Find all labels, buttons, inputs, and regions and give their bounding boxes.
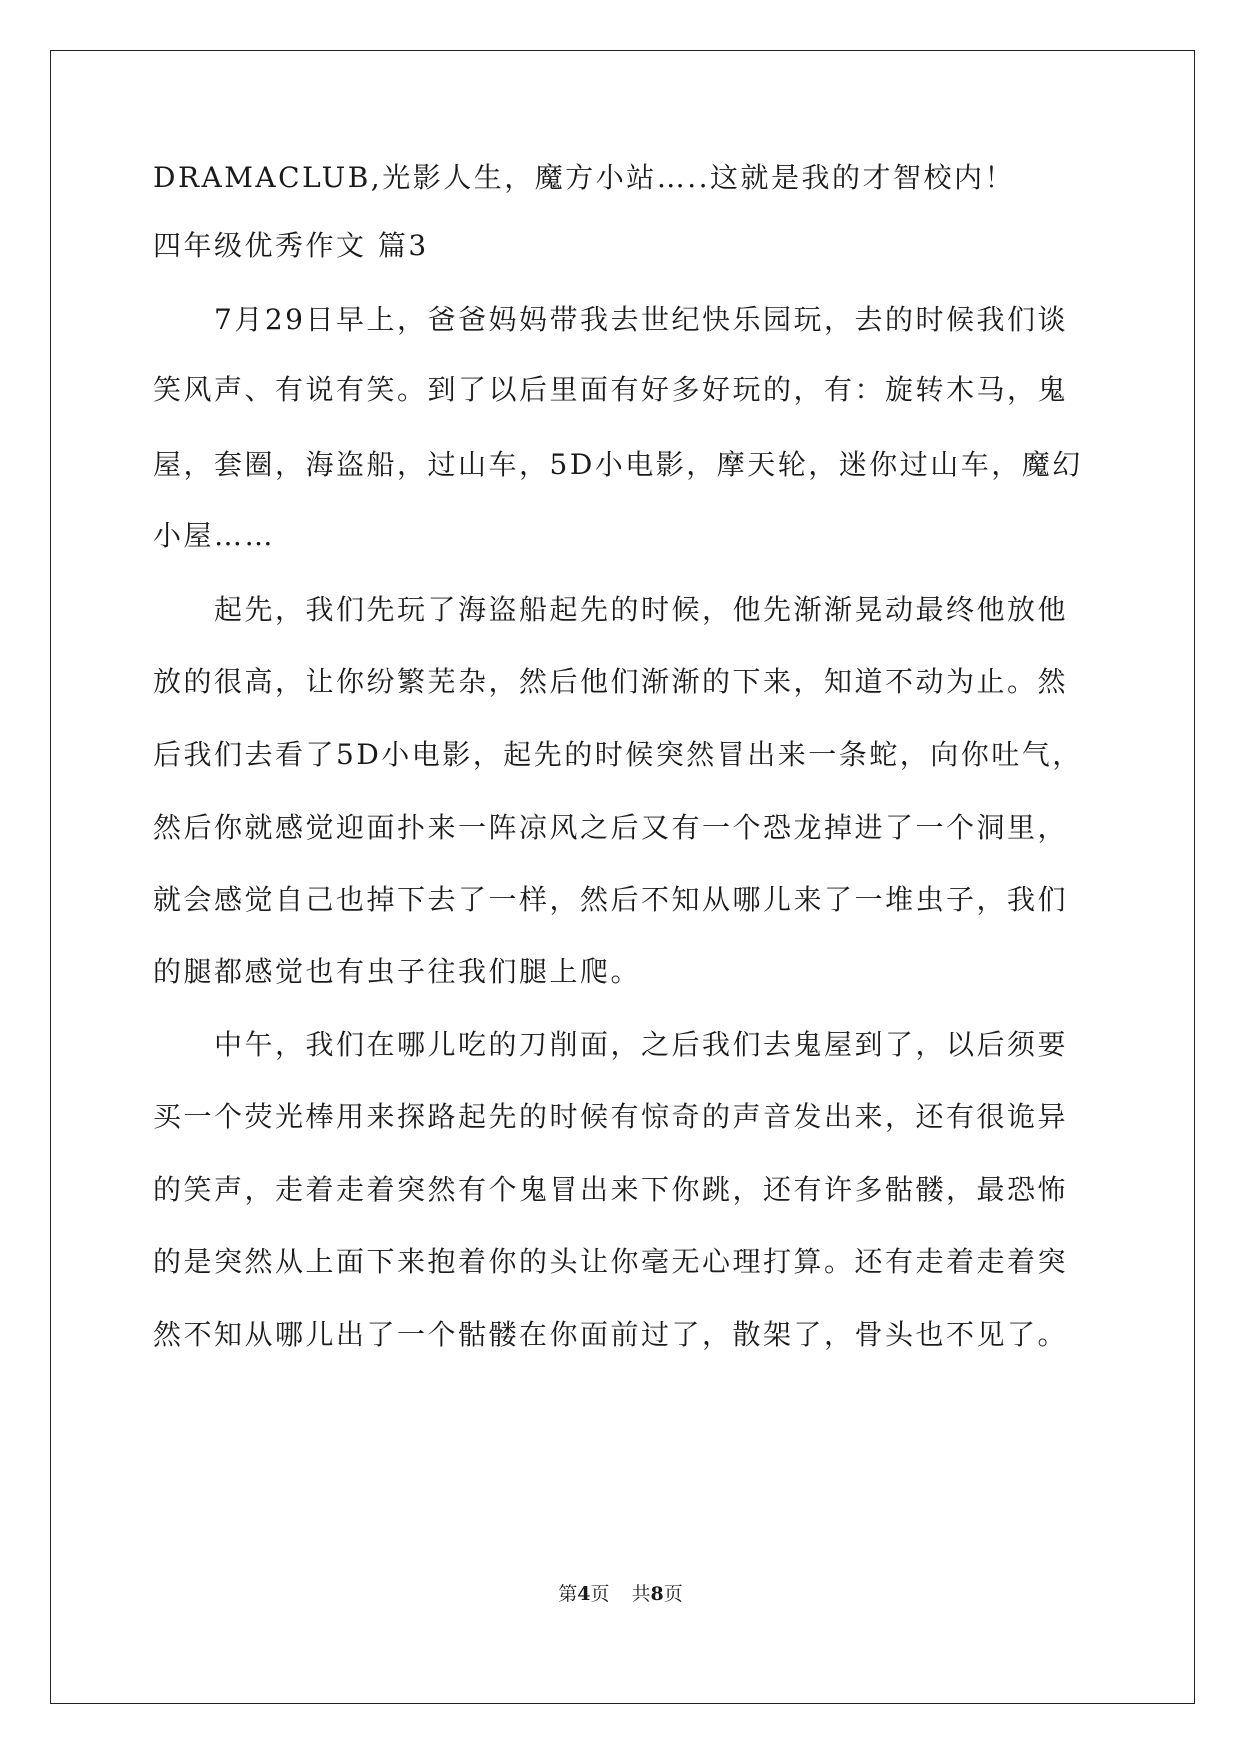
page-total: 8 bbox=[650, 1583, 664, 1605]
body-line: 笑风声、有说有笑。到了以后里面有好多好玩的，有：旋转木马，鬼 bbox=[153, 373, 1069, 406]
paragraph-first-line: 7月29日早上，爸爸妈妈带我去世纪快乐园玩，去的时候我们谈 bbox=[214, 303, 1068, 336]
paragraph-first-line: 中午，我们在哪儿吃的刀削面，之后我们去鬼屋到了，以后须要 bbox=[214, 1028, 1069, 1061]
body-line: 然后你就感觉迎面扑来一阵凉风之后又有一个恐龙掉进了一个洞里， bbox=[153, 811, 1069, 844]
page-prefix: 第 bbox=[558, 1583, 578, 1605]
total-prefix: 共 bbox=[631, 1583, 651, 1605]
paragraph-first-line: 起先，我们先玩了海盗船起先的时候，他先渐渐晃动最终他放他 bbox=[214, 593, 1069, 626]
body-line: 放的很高，让你纷繁芜杂，然后他们渐渐的下来，知道不动为止。然 bbox=[153, 665, 1069, 698]
page-frame bbox=[50, 50, 1195, 1704]
body-line: 屋，套圈，海盗船，过山车，5D小电影，摩天轮，迷你过山车，魔幻 bbox=[153, 448, 1083, 481]
body-line: 小屋…… bbox=[153, 519, 276, 552]
body-line: 的是突然从上面下来抱着你的头让你毫无心理打算。还有走着走着突 bbox=[153, 1245, 1069, 1278]
body-line: DRAMACLUB,光影人生，魔方小站…..这就是我的才智校内！ bbox=[153, 161, 1016, 194]
total-suffix: 页 bbox=[663, 1583, 683, 1605]
body-line: 买一个荧光棒用来探路起先的时候有惊奇的声音发出来，还有很诡异 bbox=[153, 1100, 1069, 1133]
page-footer bbox=[0, 1582, 1241, 1606]
body-line: 就会感觉自己也掉下去了一样，然后不知从哪儿来了一堆虫子，我们 bbox=[153, 883, 1069, 916]
body-line: 然不知从哪儿出了一个骷髅在你面前过了，散架了，骨头也不见了。 bbox=[153, 1318, 1069, 1351]
body-line: 的腿都感觉也有虫子往我们腿上爬。 bbox=[153, 955, 642, 988]
section-heading: 四年级优秀作文 篇3 bbox=[153, 229, 429, 262]
page-current: 4 bbox=[577, 1583, 591, 1605]
body-line: 后我们去看了5D小电影，起先的时候突然冒出来一条蛇，向你吐气， bbox=[153, 738, 1083, 771]
body-line: 的笑声，走着走着突然有个鬼冒出来下你跳，还有许多骷髅，最恐怖 bbox=[153, 1173, 1069, 1206]
page-suffix: 页 bbox=[590, 1583, 610, 1605]
